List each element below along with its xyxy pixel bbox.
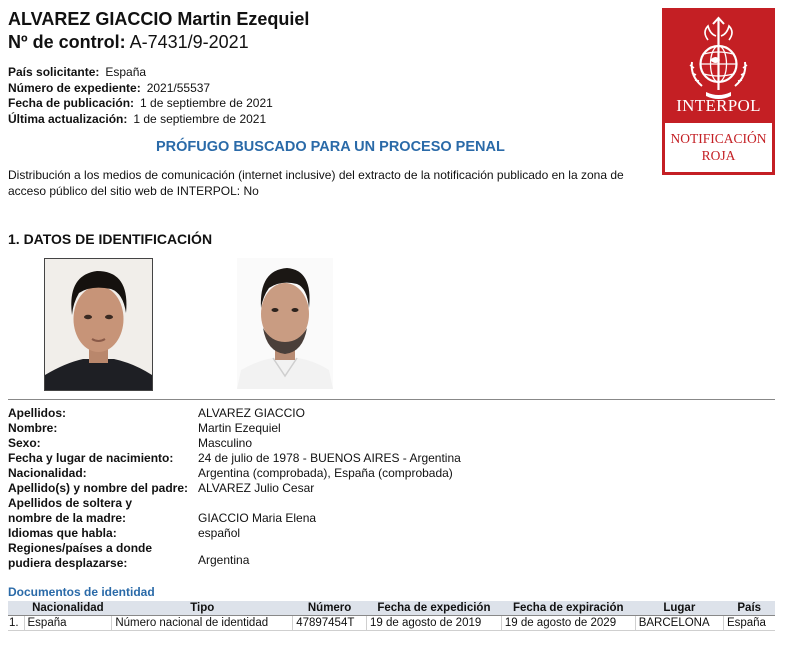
cell-place: BARCELONA: [635, 616, 723, 631]
suspect-photo-1: [44, 258, 153, 391]
col-type: Tipo: [112, 601, 293, 616]
field-birth: [8, 451, 528, 466]
meta-value: 2021/55537: [146, 80, 211, 95]
field-father: [8, 481, 528, 496]
section-divider: [8, 399, 775, 400]
interpol-red-notice-logo: [662, 8, 775, 175]
field-languages: [8, 526, 528, 541]
field-value: 24 de julio de 1978 - BUENOS AIRES - Argentina: [198, 451, 461, 465]
control-number: [8, 32, 249, 53]
field-label: Apellidos de soltera y nombre de la madre:: [8, 496, 133, 525]
field-sex: [8, 436, 528, 451]
identity-documents-table: [8, 601, 775, 631]
field-label: Apellidos:: [8, 406, 67, 420]
notice-type-line1: NOTIFICACIÓN: [670, 131, 767, 146]
identification-fields: [8, 406, 528, 571]
col-country: País: [723, 601, 775, 616]
col-issue-date: Fecha de expedición: [366, 601, 501, 616]
notice-metadata: [8, 65, 273, 127]
notice-type-line2: ROJA: [701, 148, 736, 163]
suspect-photo-2: [237, 258, 333, 389]
col-number: Número: [293, 601, 367, 616]
field-label: Nacionalidad:: [8, 466, 87, 480]
meta-value: 1 de septiembre de 2021: [133, 111, 267, 126]
meta-value: 1 de septiembre de 2021: [140, 96, 273, 110]
cell-country: España: [723, 616, 775, 631]
meta-requesting-country: [8, 65, 273, 81]
meta-label: Número de expediente:: [8, 80, 141, 95]
cell-number: 47897454T: [293, 616, 367, 631]
cell-index: 1.: [8, 616, 24, 631]
distribution-note: Distribución a los medios de comunicación (internet inclusive) del extracto de la notificación publicado en la zona de acceso público del sitio web de INTERPOL: No: [8, 168, 624, 198]
col-place: Lugar: [635, 601, 723, 616]
field-label: Idiomas que habla:: [8, 526, 117, 540]
control-label: Nº de control:: [8, 32, 126, 52]
field-value: Masculino: [198, 436, 253, 450]
col-expiry-date: Fecha de expiración: [501, 601, 635, 616]
field-value: Argentina: [198, 553, 250, 567]
field-surname: [8, 406, 528, 421]
meta-last-update: [8, 112, 273, 128]
person-name: ALVAREZ GIACCIO Martin Ezequiel: [8, 9, 310, 29]
field-label: Apellido(s) y nombre del padre:: [8, 481, 189, 495]
field-label: Nombre:: [8, 421, 58, 435]
col-nationality: Nacionalidad: [24, 601, 112, 616]
meta-label: País solicitante:: [8, 65, 100, 79]
field-value: ALVAREZ GIACCIO: [198, 406, 305, 420]
cell-nationality: España: [24, 616, 112, 631]
table-row: [8, 616, 775, 631]
field-value: Martin Ezequiel: [198, 421, 281, 435]
meta-label: Fecha de publicación:: [8, 96, 135, 110]
field-label: Sexo:: [8, 436, 41, 450]
meta-file-number: [8, 81, 273, 97]
field-value: Argentina (comprobada), España (comprobada): [198, 466, 453, 480]
field-label: Regiones/países a donde pudiera desplazarse:: [8, 541, 153, 570]
field-forename: [8, 421, 528, 436]
field-label: Fecha y lugar de nacimiento:: [8, 451, 174, 465]
meta-publication-date: [8, 96, 273, 112]
field-value: GIACCIO Maria Elena: [198, 511, 317, 525]
red-notice-label: [665, 123, 772, 172]
notice-headline: PRÓFUGO BUSCADO PARA UN PROCESO PENAL: [156, 139, 505, 155]
meta-value: España: [105, 65, 147, 79]
field-regions: [8, 541, 528, 571]
cell-type: Número nacional de identidad: [112, 616, 293, 631]
interpol-wordmark: INTERPOL: [676, 96, 761, 115]
section-identification-title: 1. DATOS DE IDENTIFICACIÓN: [8, 231, 213, 247]
cell-issue-date: 19 de agosto de 2019: [366, 616, 501, 631]
interpol-emblem-icon: [662, 14, 775, 100]
cell-expiry-date: 19 de agosto de 2029: [501, 616, 635, 631]
field-nationality: [8, 466, 528, 481]
field-value: ALVAREZ Julio Cesar: [198, 481, 315, 495]
field-mother: [8, 496, 528, 526]
field-value: español: [198, 526, 241, 540]
col-index: [8, 601, 24, 616]
table-header-row: [8, 601, 775, 616]
control-value: A-7431/9-2021: [129, 32, 249, 52]
meta-label: Última actualización:: [8, 111, 128, 126]
identity-documents-title: Documentos de identidad: [8, 585, 155, 599]
